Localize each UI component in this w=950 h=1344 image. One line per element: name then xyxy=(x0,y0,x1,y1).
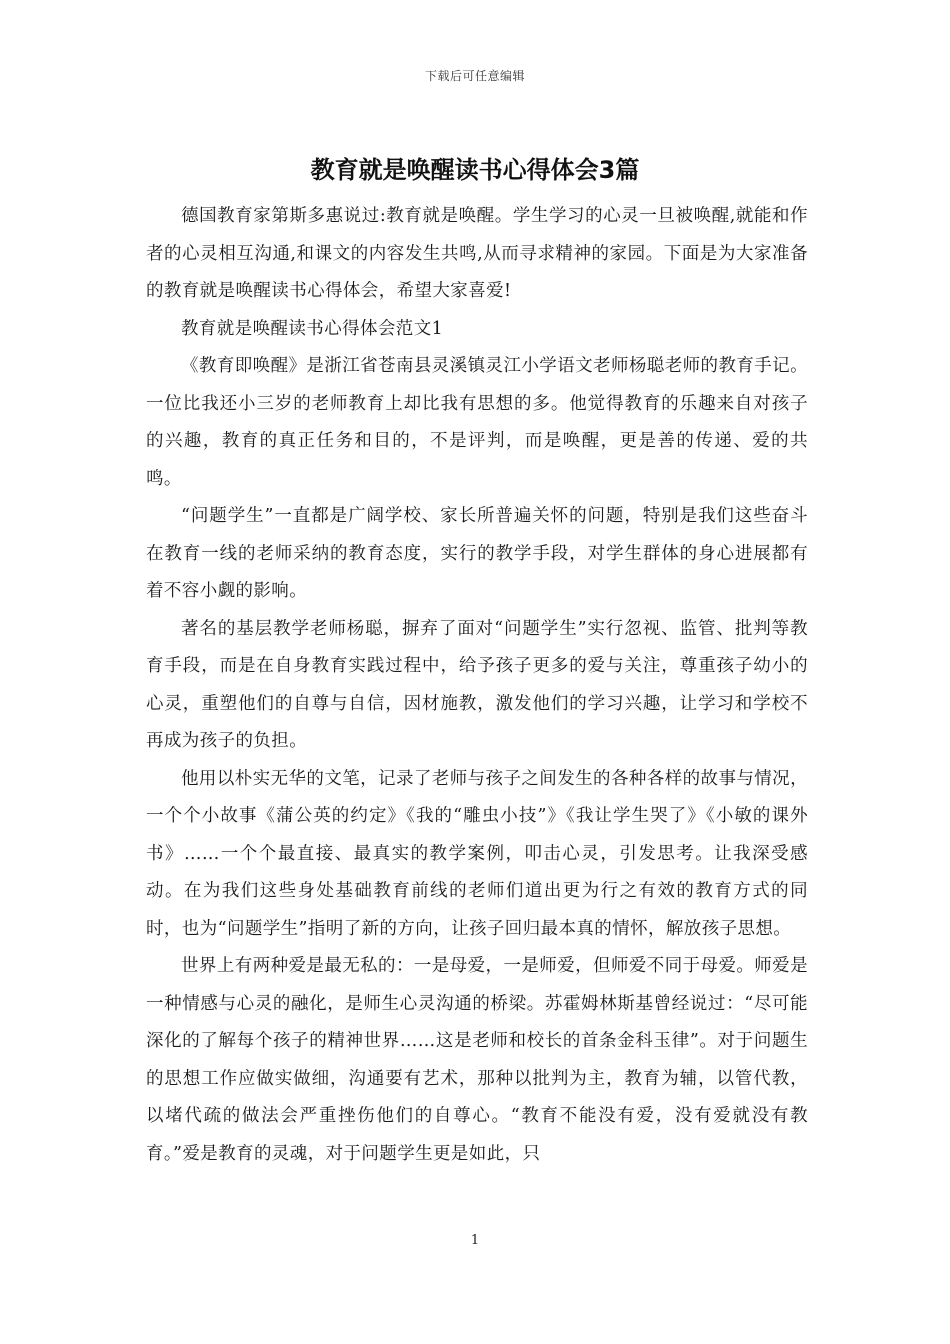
body-paragraph: 他用以朴实无华的文笔，记录了老师与孩子之间发生的各种各样的故事与情况，一个个小故事《蒲公英的约定》《我的“雕虫小技”》《我让学生哭了》《小敏的课外书》……一个个最直接、最真实的教学案例，叩击心灵，引发思考。让我深受感动。在为我们这些身处基础教育前线的老师们道出更为行之有效的教育方式的同时，也为“问题学生”指明了新的方向，让孩子回归最本真的情怀，解放孩子思想。 xyxy=(146,768,808,939)
page-number: 1 xyxy=(470,1233,480,1248)
body-paragraph: 德国教育家第斯多惠说过:教育就是唤醒。学生学习的心灵一旦被唤醒,就能和作者的心灵相互沟通,和课文的内容发生共鸣,从而寻求精神的家园。下面是为大家准备的教育就是唤醒读书心得体会，希望大家喜爱! xyxy=(146,206,808,301)
body-paragraph: “问题学生”一直都是广阔学校、家长所普遍关怀的问题，特别是我们这些奋斗在教育一线的老师采纳的教育态度，实行的教学手段，对学生群体的身心进展都有着不容小觑的影响。 xyxy=(146,506,808,601)
page-header-note: 下载后可任意编辑 xyxy=(424,69,525,83)
document-title: 教育就是唤醒读书心得体会3篇 xyxy=(310,156,640,184)
section-heading: 教育就是唤醒读书心得体会范文1 xyxy=(181,318,444,339)
body-paragraph: 著名的基层教学老师杨聪，摒弃了面对“问题学生”实行忽视、监管、批判等教育手段，而是在自身教育实践过程中，给予孩子更多的爱与关注，尊重孩子幼小的心灵，重塑他们的自尊与自信，因材施教，激发他们的学习兴趣，让学习和学校不再成为孩子的负担。 xyxy=(146,618,808,751)
body-paragraph: 世界上有两种爱是最无私的：一是母爱，一是师爱，但师爱不同于母爱。师爱是一种情感与心灵的融化，是师生心灵沟通的桥梁。苏霍姆林斯基曾经说过：“尽可能深化的了解每个孩子的精神世界……这是老师和校长的首条金科玉律”。对于问题生的思想工作应做实做细，沟通要有艺术，那种以批判为主，教育为辅，以管代教，以堵代疏的做法会严重挫伤他们的自尊心。“教育不能没有爱，没有爱就没有教育。”爱是教育的灵魂，对于问题学生更是如此，只 xyxy=(146,956,808,1164)
document-body xyxy=(146,198,808,1173)
body-paragraph: 《教育即唤醒》是浙江省苍南县灵溪镇灵江小学语文老师杨聪老师的教育手记。一位比我还小三岁的老师教育上却比我有思想的多。他觉得教育的乐趣来自对孩子的兴趣，教育的真正任务和目的，不是评判，而是唤醒，更是善的传递、爱的共鸣。 xyxy=(146,356,808,489)
